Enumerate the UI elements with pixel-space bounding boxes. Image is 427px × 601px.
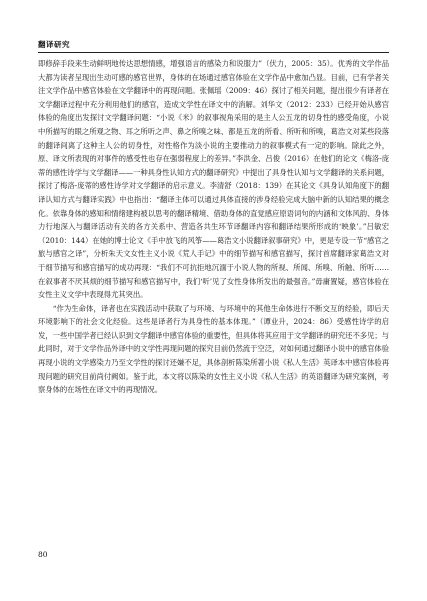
header-divider — [38, 52, 389, 53]
running-header: 翻译研究 — [38, 40, 70, 49]
body-text — [38, 57, 389, 397]
paragraph-2: “作为生命体，译者也在实践活动中获取了与环境、与环境中的其他生命体进行不断交互的经验，即后天环境影响下的社会文化经验。这些是译者行为具身性的基本体现。”（谭业升，2024：86）受感性诗学的启发，一些中国学者已经认识到文学翻译中感官体验的重要性，但具体将其应用于文学翻译的研究还不多见；与此同时，对于文学作品外译中的文学性再现问题的探究目前仍然流于空泛，对如何通过翻译小说中的感官体验再现小说的文学感染力乃至文学性的探讨还嫌不足，具体剖析陈染所著小说《私人生活》英译本中感官体验再现问题的研究目前尚付阙如。鉴于此，本文将以陈染的女性主义小说《私人生活》的英语翻译为研究案例，考察身体的在场性在译文中的再现情况。 — [38, 303, 389, 395]
paragraph-1: 即修辞手段来生动鲜明地传达思想情感，增强语言的感染力和说服力”（伏力，2005：35）。优秀的文学作品大都为读者呈现出生动可感的感官世界，身体的在场通过感官体验在文学作品中愈加凸显。目前，已有学者关注文学作品中感官体验在文学翻译中的再现问题。张佩瑶（2009：46）探讨了相关问题，提出很少有译者在文学翻译过程中充分利用他们的感官，造成文学性在译文中的消解。刘华文（2012：233）已经开始从感官体验的角度出发探讨文学翻译问题：“小说《米》的叙事视角采用的是主人公五龙的切身性的感受角度，小说中所描写的眼之所观之物、耳之所听之声、鼻之所嗅之味、都是五龙的所看、所听和所嗅，葛浩文对某些段落的翻译间离了这种主人公的切身性，对性格作为淡小说的主要推动力的叙事模式有一定的影响。除此之外，原、译文所表现的对事件的感受性也存在强弱程度上的差异。”李洪金、吕俊（2016）在他们的论文《梅洛-庞蒂的感性诗学与文学翻译——一种具身性认知方式的翻译研究》中提出了具身性认知与文学翻译的关系问题，探讨了梅洛-庞蒂的感性诗学对文学翻译的启示意义。李清舒（2018：139）在其论文《具身认知角度下的翻译认知方式与翻译实践》中也指出：“翻译主体可以通过具体直接的涉身经验完成大脑中新的认知结果的概念化。依靠身体的感知和情绪建构被以思考的翻译精境、借助身体的直觉感应原语词句的内涵和文体风韵、身体力行地深入与翻译活动有关的各方关系中、营造各共生环节译翻译内容和翻译结果所形成的‘映象’。”吕敏宏（2010：144）在她的博士论文《手中放飞的风筝——葛浩文小说翻译叙事研究》中，更是专设一节“感官之旅与感官之译”，分析朱天文女性主义小说《荒人手记》中的细节描写和感官描写，探讨首席翻译家葛浩文对于细节描写和感官描写的成功再现：“我们不可抗拒地沉湎于小说人物的所视、所闻、所嗅、所触、所听……在叙事者不厌其烦的细节描写和感官描写中，我们‘听’见了女性身体所发出的最强音。”毋庸置疑，感官体验在女性主义文学中表现得尤其突出。 — [38, 59, 389, 300]
page-number: 80 — [38, 550, 48, 559]
